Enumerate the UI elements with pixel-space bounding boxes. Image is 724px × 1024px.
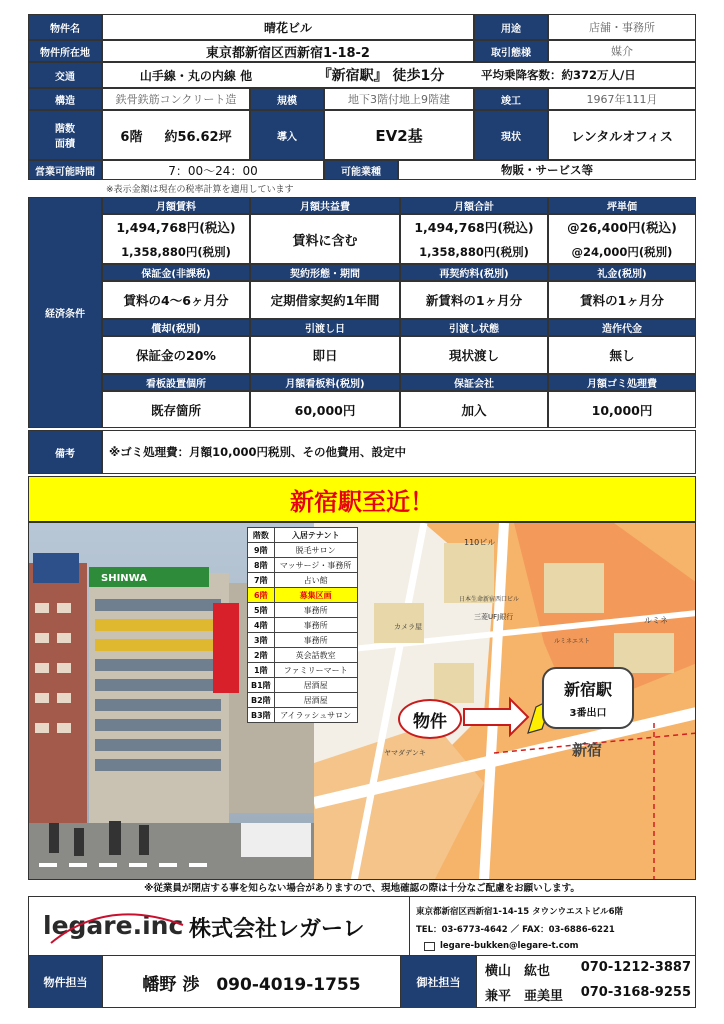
guarantor-value: 加入 <box>400 391 548 428</box>
tenant-floor: 9階 <box>248 543 275 558</box>
tenant-row <box>248 588 358 603</box>
rent-label: 月額賃料 <box>102 197 250 214</box>
contract-label: 契約形態・期間 <box>250 264 400 281</box>
staff-notice: ※従業員が閉店する事を知らない場合がありますので、現地確認の際は十分なご配慮をお願いします。 <box>144 883 580 894</box>
map-label-lumine: ルミネ <box>644 616 668 625</box>
tenant-name: 事務所 <box>274 633 357 648</box>
company-name: 株式会社レガーレ <box>189 917 365 942</box>
map-label-110: 110ビル <box>464 538 496 547</box>
client-contacts <box>485 960 691 1004</box>
tenant-col-floor: 階数 <box>248 528 275 543</box>
agent-label: 物件担当 <box>29 956 103 1008</box>
structure-value: 鉄骨鉄筋コンクリート造 <box>102 88 250 110</box>
tenant-rows <box>248 543 358 723</box>
status-label: 現状 <box>474 110 548 160</box>
econ-section-label: 経済条件 <box>28 197 102 428</box>
completion-value: 1967年111月 <box>548 88 696 110</box>
garbage-fee-label: 月額ゴミ処理費 <box>548 374 696 391</box>
sign-location-value: 既存箇所 <box>102 391 250 428</box>
sign-fee-label: 月額看板料(税別) <box>250 374 400 391</box>
tenant-row <box>248 633 358 648</box>
client2-tel: 070-3168-9255 <box>580 985 691 1000</box>
tenant-floor: 6階 <box>248 588 275 603</box>
construction-value: 無し <box>548 336 696 374</box>
construction-label: 造作代金 <box>548 319 696 336</box>
tenant-directory <box>247 527 358 723</box>
tenant-row <box>248 648 358 663</box>
floor-value: 6階 <box>120 129 143 145</box>
passenger-count: 平均乗降客数：約372万人/日 <box>481 68 636 82</box>
agent-value: 幡野 渉 090-4019-1755 <box>103 956 401 1008</box>
tenant-floor: 4階 <box>248 618 275 633</box>
tax-note: ※表示金額は現在の税率計算を適用しています <box>106 185 294 195</box>
tenant-floor: 2階 <box>248 648 275 663</box>
floor-area-value <box>102 110 250 160</box>
handover-value: 即日 <box>250 336 400 374</box>
station-callout <box>542 667 634 729</box>
client1-tel: 070-1212-3887 <box>580 960 691 975</box>
deal-label: 取引態様 <box>474 40 548 62</box>
rent-excl: 1,358,880円(税別) <box>121 245 231 259</box>
keymoney-value: 賃料の1ヶ月分 <box>548 281 696 319</box>
map-label-nissay: 日本生命新宿西口ビル <box>459 596 520 603</box>
use-label: 用途 <box>474 14 548 40</box>
floor-area-label <box>28 110 102 160</box>
tsubo-value <box>548 214 696 264</box>
tenant-table <box>247 527 358 723</box>
tenant-row <box>248 678 358 693</box>
handover-state-label: 引渡し状態 <box>400 319 548 336</box>
status-value: レンタルオフィス <box>548 110 696 160</box>
transport-label: 交通 <box>28 62 102 88</box>
equipment-label: 導入 <box>250 110 324 160</box>
property-name-label: 物件名 <box>28 14 102 40</box>
total-excl: 1,358,880円(税別) <box>419 245 529 259</box>
tsubo-incl: @26,400円(税込) <box>567 220 677 235</box>
hours-value: 7：00～24：00 <box>102 160 324 180</box>
map-label-yamada: ヤマダデンキ <box>384 749 426 757</box>
tenant-name: アイラッシュサロン <box>274 708 357 723</box>
tsubo-label: 坪単価 <box>548 197 696 214</box>
company-contact <box>409 897 697 957</box>
client-label: 御社担当 <box>401 956 477 1008</box>
deposit-value: 賃料の4～6ヶ月分 <box>102 281 250 319</box>
equipment-value: EV2基 <box>324 110 474 160</box>
tenant-col-name: 入居テナント <box>274 528 357 543</box>
tenant-name: マッサージ・事務所 <box>274 558 357 573</box>
company-block <box>28 896 696 956</box>
map-label-camera: カメラ屋 <box>394 623 422 631</box>
common-fee-label: 月額共益費 <box>250 197 400 214</box>
map-label-shinjuku: 新宿 <box>572 741 603 759</box>
tsubo-excl: @24,000円(税別) <box>571 245 673 259</box>
tenant-row <box>248 693 358 708</box>
station-exit: 3番出口 <box>569 708 607 719</box>
use-value: 店舗・事務所 <box>548 14 696 40</box>
renewal-label: 再契約料(税別) <box>400 264 548 281</box>
tenant-floor: 7階 <box>248 573 275 588</box>
transport-station: 『新宿駅』 徒歩1分 <box>317 68 445 84</box>
deal-value: 媒介 <box>548 40 696 62</box>
property-callout: 物件 <box>398 699 462 739</box>
completion-label: 竣工 <box>474 88 548 110</box>
photo-map-area <box>28 522 696 880</box>
tenant-floor: 1階 <box>248 663 275 678</box>
scale-value: 地下3階付地上9階建 <box>324 88 474 110</box>
guarantor-label: 保証会社 <box>400 374 548 391</box>
renewal-value: 新賃料の1ヶ月分 <box>400 281 548 319</box>
contact-row <box>28 956 696 1008</box>
transport-row <box>102 62 696 88</box>
tenant-floor: B3階 <box>248 708 275 723</box>
headline-banner: 新宿駅至近！ <box>28 476 696 522</box>
hours-label: 営業可能時間 <box>28 160 102 180</box>
rent-value <box>102 214 250 264</box>
tenant-name: 募集区画 <box>274 588 357 603</box>
garbage-fee-value: 10,000円 <box>548 391 696 428</box>
tenant-row <box>248 618 358 633</box>
tenant-name: 居酒屋 <box>274 693 357 708</box>
remarks-text: ※ゴミ処理費：月額10,000円税別、その他費用、設定中 <box>102 430 696 474</box>
deposit-label: 保証金(非課税) <box>102 264 250 281</box>
map-label-lumine-est: ルミネエスト <box>554 638 591 645</box>
photo-sign-shinwa: SHINWA <box>101 573 147 584</box>
mail-icon <box>424 942 435 951</box>
logo-swoosh-icon <box>47 903 187 953</box>
area-value: 約56.62坪 <box>164 129 232 145</box>
business-label: 可能業種 <box>324 160 398 180</box>
contract-value: 定期借家契約1年間 <box>250 281 400 319</box>
amortization-label: 償却(税別) <box>102 319 250 336</box>
tenant-row <box>248 558 358 573</box>
handover-state-value: 現状渡し <box>400 336 548 374</box>
client-contact-2 <box>485 985 691 1004</box>
total-value <box>400 214 548 264</box>
tenant-name: 脱毛サロン <box>274 543 357 558</box>
company-logo: legare.inc <box>43 911 184 940</box>
common-fee-value: 賃料に含む <box>250 214 400 264</box>
address-value: 東京都新宿区西新宿1-18-2 <box>102 40 474 62</box>
tenant-name: 占い館 <box>274 573 357 588</box>
remarks-label: 備考 <box>28 430 102 474</box>
rent-incl: 1,494,768円(税込) <box>116 220 236 235</box>
map-label-mufg: 三菱UFJ銀行 <box>474 613 514 621</box>
handover-label: 引渡し日 <box>250 319 400 336</box>
scale-label: 規模 <box>250 88 324 110</box>
tenant-name: 居酒屋 <box>274 678 357 693</box>
tenant-floor: 5階 <box>248 603 275 618</box>
business-value: 物販・サービス等 <box>398 160 696 180</box>
tenant-floor: 3階 <box>248 633 275 648</box>
tenant-row <box>248 573 358 588</box>
map-illustration <box>314 523 696 880</box>
company-email[interactable]: legare-bukken@legare-t.com <box>440 941 579 951</box>
company-telfax: TEL：03-6773-4642 ／ FAX：03-6886-6221 <box>416 925 615 935</box>
client-contact-1 <box>485 960 691 979</box>
sign-fee-value: 60,000円 <box>250 391 400 428</box>
total-incl: 1,494,768円(税込) <box>414 220 534 235</box>
sign-location-label: 看板設置個所 <box>102 374 250 391</box>
company-email-row <box>424 941 697 951</box>
structure-label: 構造 <box>28 88 102 110</box>
address-label: 物件所在地 <box>28 40 102 62</box>
tenant-floor: B1階 <box>248 678 275 693</box>
keymoney-label: 礼金(税別) <box>548 264 696 281</box>
total-label: 月額合計 <box>400 197 548 214</box>
tenant-name: 事務所 <box>274 618 357 633</box>
tenant-floor: B2階 <box>248 693 275 708</box>
tenant-row <box>248 663 358 678</box>
floor-label: 階数 <box>55 124 75 135</box>
tenant-name: ファミリーマート <box>274 663 357 678</box>
station-name: 新宿駅 <box>563 680 612 699</box>
client2-name: 兼平 亜美里 <box>485 989 564 1004</box>
area-label: 面積 <box>55 139 75 150</box>
tenant-floor: 8階 <box>248 558 275 573</box>
property-name: 晴花ビル <box>102 14 474 40</box>
tenant-name: 事務所 <box>274 603 357 618</box>
transport-line: 山手線・丸の内線 他 <box>139 68 253 83</box>
tenant-name: 英会話教室 <box>274 648 357 663</box>
client1-name: 横山 紘也 <box>485 964 551 979</box>
company-address: 東京都新宿区西新宿1-14-15 タウンウエストビル6階 <box>416 907 624 917</box>
tenant-row <box>248 603 358 618</box>
area-map <box>314 523 696 880</box>
amortization-value: 保証金の20% <box>102 336 250 374</box>
tenant-row <box>248 708 358 723</box>
tenant-row <box>248 543 358 558</box>
